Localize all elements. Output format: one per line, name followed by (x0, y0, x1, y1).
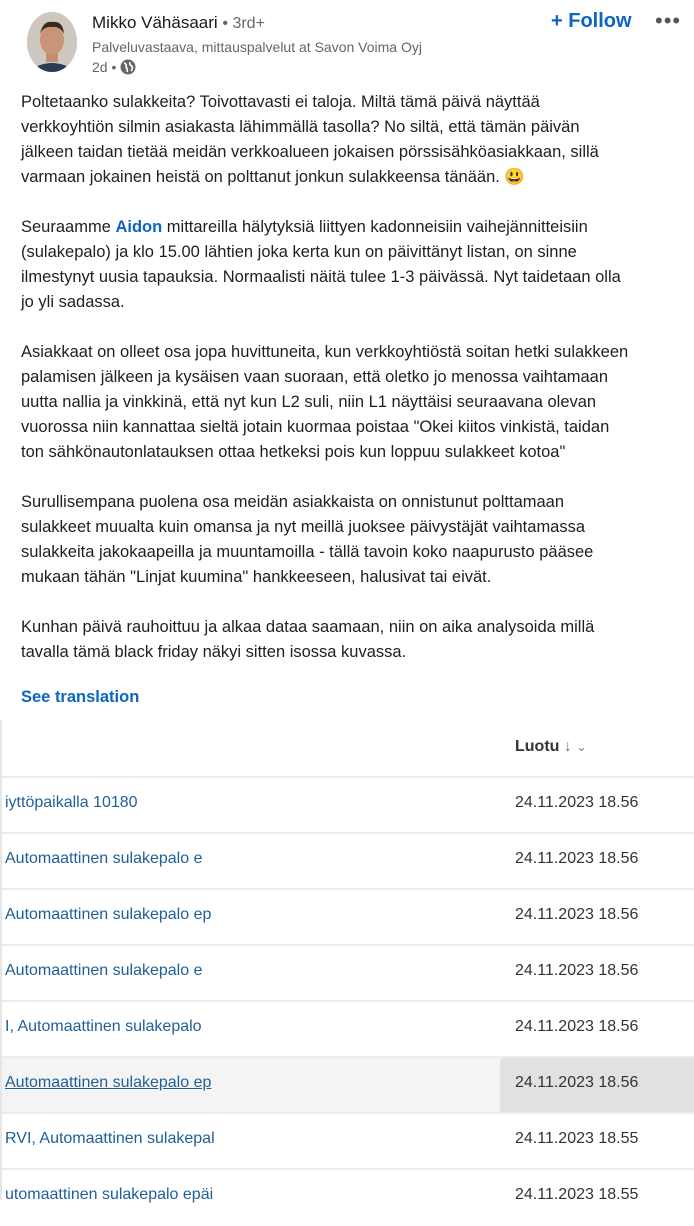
post-time: 2d • (92, 59, 117, 75)
paragraph-2 (21, 215, 686, 315)
text-line: mukaan tähän "Linjat kuumina" hankkeeseen, halusivat tai eivät. (21, 568, 492, 586)
date-cell (500, 778, 694, 834)
paragraph-5 (21, 615, 686, 665)
row-title-link[interactable]: I, Automaattinen sulakepalo (5, 1018, 202, 1035)
text-line: varmaan jokainen heistä on polttanut jonkun sulakkeensa tänään. 😃 (21, 168, 525, 186)
row-title-link[interactable]: utomaattinen sulakepalo epäi (5, 1186, 214, 1203)
date-cell (500, 890, 694, 946)
text-line: Surullisempana puolena osa meidän asiakkaista on onnistunut polttamaan (21, 493, 565, 511)
text-line: jo yli sadassa. (21, 293, 125, 311)
globe-icon (120, 59, 136, 75)
text-line: jälkeen taidan tietää meidän verkkoalueen jokaisen pörssisähköasiakkaan, sillä (21, 143, 599, 161)
paragraph-3 (21, 340, 686, 465)
text-line: Asiakkaat on olleet osa jopa huvittuneita, kun verkkoyhtiöstä soitan hetki sulakkeen (21, 343, 629, 361)
author-name[interactable] (92, 13, 265, 33)
row-title-link[interactable]: RVI, Automaattinen sulakepal (5, 1130, 215, 1147)
text: Seuraamme (21, 218, 116, 236)
more-options-icon[interactable]: ••• (655, 8, 682, 33)
table-row[interactable] (2, 944, 694, 1002)
date-cell (500, 834, 694, 890)
column-header-luotu[interactable] (515, 738, 586, 756)
text-line: palamisen jälkeen ja kysäisen vaan suoraan, että oletko jo menossa vaihtamaan (21, 368, 609, 386)
author-name-link[interactable]: Mikko Vähäsaari (92, 13, 218, 32)
date-cell (500, 1058, 694, 1114)
follow-button[interactable]: + Follow (551, 10, 632, 32)
row-date: 24.11.2023 18.56 (515, 906, 639, 923)
table-row[interactable] (2, 888, 694, 946)
text-line: sulakkeet muualta kuin omansa ja nyt meillä juoksee päivystäjät vaihtamassa (21, 518, 586, 536)
row-title-link[interactable]: Automaattinen sulakepalo ep (5, 1074, 212, 1091)
text-line: Kunhan päivä rauhoittuu ja alkaa dataa saamaan, niin on aika analysoida millä (21, 618, 595, 636)
table-row[interactable] (2, 832, 694, 890)
post-image-table (0, 720, 694, 1203)
text-line: uutta nallia ja vinkkinä, että nyt kun L2 suli, niin L1 näyttäisi seuraavana olevan (21, 393, 597, 411)
table-row[interactable] (2, 1056, 694, 1114)
table-row[interactable] (2, 1112, 694, 1170)
text-line: tavalla tämä black friday näkyi sitten isossa kuvassa. (21, 643, 407, 661)
text-line: (sulakepalo) ja klo 15.00 lähtien joka kerta kun on päivittänyt listan, on sinne (21, 243, 577, 261)
row-date: 24.11.2023 18.56 (515, 1074, 639, 1091)
author-headline: Palveluvastaava, mittauspalvelut at Savon Voima Oyj (92, 39, 422, 55)
row-date: 24.11.2023 18.56 (515, 962, 639, 979)
text-line: ton sähkönautonlatauksen ottaa hetkeksi pois kun loppuu sulakkeet kotoa" (21, 443, 566, 461)
header-label: Luotu (515, 738, 560, 755)
date-cell (500, 1114, 694, 1170)
table-row[interactable] (2, 776, 694, 834)
sort-down-icon: ↓ (563, 738, 572, 755)
row-date: 24.11.2023 18.55 (515, 1186, 639, 1203)
date-cell (500, 946, 694, 1002)
row-title-link[interactable]: Automaattinen sulakepalo ep (5, 906, 212, 923)
paragraph-1 (21, 90, 686, 190)
chevron-down-icon: ⌄ (576, 740, 587, 754)
row-title-link[interactable]: iyttöpaikalla 10180 (5, 794, 138, 811)
aidon-link[interactable]: Aidon (115, 218, 163, 236)
row-date: 24.11.2023 18.55 (515, 1130, 639, 1147)
text-line: verkkoyhtiön silmin asiakasta lähimmällä tasolla? No siltä, että tämän päivän (21, 118, 580, 136)
avatar[interactable] (27, 12, 77, 72)
row-date: 24.11.2023 18.56 (515, 794, 639, 811)
table-row[interactable] (2, 1168, 694, 1226)
post-body (21, 90, 686, 690)
see-translation-link[interactable]: See translation (21, 688, 140, 706)
text-line: sulakkeita jakokaapeilla ja muuntamoilla - tällä tavoin koko naapurusto pääsee (21, 543, 594, 561)
date-cell (500, 1002, 694, 1058)
text-line: vuorossa niin kannattaa sieltä jotain kuormaa poistaa "Okei kiitos vinkistä, taidan (21, 418, 610, 436)
row-date: 24.11.2023 18.56 (515, 850, 639, 867)
post-meta (92, 59, 136, 75)
text-line: Poltetaanko sulakkeita? Toivottavasti ei taloja. Miltä tämä päivä näyttää (21, 93, 540, 111)
text-line (21, 215, 686, 240)
row-title-link[interactable]: Automaattinen sulakepalo e (5, 962, 203, 979)
date-cell (500, 1170, 694, 1226)
table-row[interactable] (2, 1000, 694, 1058)
row-date: 24.11.2023 18.56 (515, 1018, 639, 1035)
text: mittareilla hälytyksiä liittyen kadonneisiin vaihejännitteisiin (162, 218, 588, 236)
paragraph-4 (21, 490, 686, 590)
row-title-link[interactable]: Automaattinen sulakepalo e (5, 850, 203, 867)
avatar-photo (27, 12, 77, 72)
text-line: ilmestynyt uusia tapauksia. Normaalisti näitä tulee 1-3 päivässä. Nyt taidetaan olla (21, 268, 621, 286)
connection-degree: • 3rd+ (222, 15, 265, 32)
